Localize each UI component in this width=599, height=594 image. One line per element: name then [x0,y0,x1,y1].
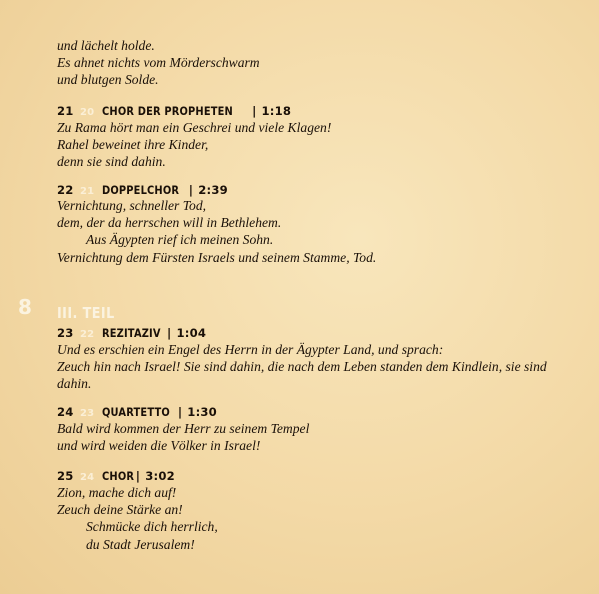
verse-24 [57,420,309,454]
verse-21 [57,119,331,171]
track-ghost-number: 20 [80,107,95,118]
track-number: 24 [57,405,74,419]
track-ghost-number: 24 [80,472,95,483]
intro-verse [57,37,260,89]
track-title: REZITAZIV [102,326,161,340]
verse-22 [57,197,376,266]
verse-line: Zeuch hin nach Israel! Sie sind dahin, die nach dem Leben standen dem Kindlein, sie sind dahin. [57,359,547,392]
track-heading-23 [57,326,206,340]
verse-line: dem, der da herrschen will in Bethlehem. [57,215,282,231]
track-title: CHOR [102,469,135,483]
track-ghost-number: 21 [80,186,95,197]
verse-line: Vernichtung, schneller Tod, [57,198,207,213]
part-title: III. TEIL [57,304,115,322]
track-ghost-number: 22 [80,329,95,340]
track-ghost-number: 23 [80,408,95,419]
track-duration: 3:02 [145,469,175,483]
verse-25 [57,484,218,553]
track-duration: 1:18 [261,104,292,118]
verse-line: du Stadt Jerusalem! [86,536,195,552]
verse-line: Zeuch deine Stärke an! [57,502,183,518]
verse-line: und wird weiden die Völker in Israel! [57,438,261,454]
track-heading-24 [57,405,217,419]
verse-line: denn sie sind dahin. [57,154,166,170]
separator: | [135,469,141,483]
verse-line: und blutgen Solde. [57,72,159,88]
track-title: DOPPELCHOR [102,183,180,197]
track-heading-25 [57,469,175,483]
separator: | [177,405,183,419]
verse-line: Es ahnet nichts vom Mörderschwarm [57,55,260,71]
verse-line: Bald wird kommen der Herr zu seinem Tempel [57,421,310,436]
separator: | [167,326,172,340]
verse-line: und lächelt holde. [57,38,155,53]
track-duration: 1:30 [187,405,217,419]
verse-line: Und es erschien ein Engel des Herrn in der Ägypter Land, und sprach: [57,342,444,357]
verse-line: Zu Rama hört man ein Geschrei und viele Klagen! [57,120,332,135]
verse-line: Rahel beweinet ihre Kinder, [57,137,209,153]
track-number: 23 [57,326,74,340]
separator: | [188,183,194,197]
track-title: CHOR DER PROPHETEN [102,104,233,118]
part-number: 8 [18,295,32,319]
verse-line: Schmücke dich herrlich, [86,519,218,535]
separator: | [252,104,257,118]
track-heading-21 [57,104,291,118]
track-number: 22 [57,183,74,197]
verse-line: Aus Ägypten rief ich meinen Sohn. [86,232,274,248]
verse-line: Vernichtung dem Fürsten Israels und seinem Stamme, Tod. [57,249,377,265]
verse-23 [57,341,577,393]
track-heading-22 [57,183,228,197]
track-number: 25 [57,469,74,483]
track-duration: 2:39 [198,183,228,197]
track-title: QUARTETTO [102,405,170,419]
verse-line: Zion, mache dich auf! [57,485,177,500]
track-duration: 1:04 [176,326,207,340]
track-number: 21 [57,104,74,118]
